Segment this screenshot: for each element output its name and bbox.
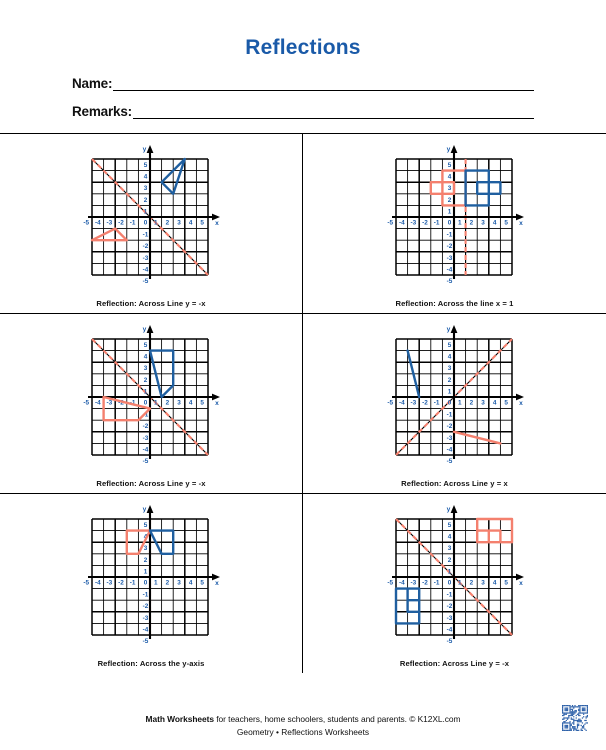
y-tick-label: 4 [143,353,148,361]
origin-label: 0 [143,579,148,587]
y-axis-label: y [446,506,450,513]
preimage-shape [465,171,500,206]
problem-cell-4 [303,314,606,493]
y-tick-label: -1 [142,411,149,419]
y-tick-label: -5 [142,458,149,465]
x-axis-label: x [215,580,219,587]
y-tick-label: 5 [143,522,148,529]
x-axis-label: x [215,220,219,227]
y-tick-label: -5 [142,278,149,285]
x-tick-label: -2 [118,219,124,227]
problem-caption-3: Reflection: Across Line y = -x [96,479,206,488]
y-tick-label: 2 [143,196,148,204]
x-tick-label: -2 [421,219,428,227]
name-input-line[interactable] [113,77,534,91]
x-axis-label: x [518,400,523,407]
y-axis-arrow [147,145,154,153]
y-tick-label: 3 [447,365,451,373]
x-tick-label: -4 [94,579,101,587]
name-label: Name: [72,76,113,91]
y-tick-label: 2 [447,196,451,204]
y-tick-label: -3 [142,614,149,622]
y-tick-label: -4 [446,266,452,274]
problem-cell-2 [303,134,606,313]
remarks-field-row [72,104,534,119]
x-tick-label: 5 [200,219,204,227]
y-tick-label: -1 [446,411,452,419]
x-tick-label: -3 [410,219,416,227]
y-tick-label: 4 [447,533,451,541]
y-tick-label: -2 [446,603,452,611]
origin-label: 0 [447,579,451,587]
problem-cell-3 [0,314,303,493]
x-tick-label: 4 [188,579,193,587]
y-tick-label: 5 [447,522,451,529]
qr-code-icon [562,705,588,731]
problem-cell-6 [303,494,606,673]
x-tick-label: 2 [469,219,473,227]
y-tick-label: 5 [143,162,148,169]
y-tick-label: 2 [143,376,148,384]
y-tick-label: -2 [142,243,149,251]
y-tick-label: -3 [142,434,149,442]
y-tick-label: -3 [446,614,452,622]
x-tick-label: -5 [83,399,90,407]
problem-caption-4: Reflection: Across Line y = x [401,479,508,488]
x-tick-label: -4 [398,579,405,587]
y-axis-label: y [446,326,450,333]
x-tick-label: -5 [386,399,393,407]
x-tick-label: -2 [421,579,428,587]
y-axis-arrow [147,505,154,513]
x-tick-label: -1 [433,219,439,227]
x-axis-label: x [518,580,523,587]
coordinate-plane-6 [375,503,535,655]
y-axis-label: y [446,146,450,153]
x-tick-label: 3 [480,579,485,587]
y-tick-label: 1 [447,568,451,576]
x-tick-label: 1 [457,579,462,587]
y-axis-arrow [147,325,154,333]
coordinate-plane-2 [375,143,535,295]
y-tick-label: -4 [142,626,149,634]
x-tick-label: -1 [433,579,439,587]
problem-caption-6: Reflection: Across Line y = -x [399,659,510,668]
problem-caption-2: Reflection: Across the line x = 1 [395,299,514,308]
footer-credit-line [0,714,606,724]
problem-grid [0,133,606,673]
x-tick-label: 3 [177,579,181,587]
qr-code-graphic [562,705,588,731]
y-tick-label: -5 [446,638,452,645]
y-tick-label: -4 [446,626,452,634]
problem-cell-5 [0,494,303,673]
y-tick-label: -4 [142,446,149,454]
x-tick-label: -5 [386,219,393,227]
x-tick-label: 4 [492,219,496,227]
graph-2 [375,143,535,295]
y-tick-label: -1 [142,591,149,599]
x-tick-label: -2 [118,399,124,407]
x-tick-label: 3 [177,219,181,227]
graph-5 [71,503,231,655]
y-tick-label: -3 [446,434,452,442]
y-tick-label: -2 [446,423,452,431]
y-tick-label: -5 [446,458,452,465]
y-tick-label: 1 [143,388,148,396]
origin-label: 0 [143,399,148,407]
coordinate-plane-3 [71,323,231,475]
problem-cell-1 [0,134,303,313]
x-tick-label: -1 [433,399,439,407]
x-tick-label: 2 [165,399,170,407]
y-tick-label: 2 [143,556,148,564]
x-tick-label: 5 [503,579,508,587]
x-tick-label: 5 [200,399,204,407]
y-tick-label: 4 [143,173,148,181]
x-tick-label: -1 [129,579,136,587]
y-axis-arrow [450,145,457,153]
remarks-input-line[interactable] [133,105,534,119]
x-tick-label: -1 [129,219,136,227]
x-tick-label: 1 [154,579,158,587]
coordinate-plane-1 [71,143,231,295]
x-tick-label: -3 [106,399,113,407]
x-tick-label: -2 [421,399,428,407]
y-tick-label: -1 [446,231,452,239]
y-axis-label: y [142,506,147,513]
y-tick-label: -1 [446,591,452,599]
y-tick-label: 2 [447,376,451,384]
x-tick-label: -4 [398,219,405,227]
x-tick-label: 2 [469,579,473,587]
x-tick-label: 4 [188,219,193,227]
y-tick-label: 3 [447,185,451,193]
x-tick-label: 5 [503,219,508,227]
name-field-row [72,76,534,91]
x-tick-label: 1 [457,219,462,227]
graph-6 [375,503,535,655]
x-tick-label: 1 [154,399,158,407]
y-axis-arrow [450,505,457,513]
x-tick-label: -3 [106,579,113,587]
x-tick-label: -3 [410,399,416,407]
page-footer [0,714,606,737]
x-tick-label: 1 [457,399,462,407]
image-shape [92,229,127,241]
y-tick-label: 3 [143,185,148,193]
x-tick-label: 3 [177,399,181,407]
y-tick-label: 1 [143,208,148,216]
problem-row-3 [0,493,606,673]
y-tick-label: 4 [143,533,148,541]
problem-caption-5: Reflection: Across the y-axis [97,659,205,668]
y-tick-label: 4 [447,173,451,181]
x-tick-label: 4 [492,399,496,407]
y-tick-label: -5 [142,638,149,645]
footer-subject-line: Geometry • Reflections Worksheets [236,727,370,737]
origin-label: 0 [143,219,148,227]
graph-4 [375,323,535,475]
x-tick-label: -5 [83,579,90,587]
footer-brand: Math Worksheets [145,714,214,724]
x-tick-label: 5 [503,399,508,407]
page-title: Reflections [245,36,361,59]
y-tick-label: 1 [447,388,451,396]
y-tick-label: -2 [142,423,149,431]
y-tick-label: -5 [446,278,452,285]
coordinate-plane-4 [375,323,535,475]
x-tick-label: 2 [165,579,170,587]
x-tick-label: 5 [200,579,204,587]
y-axis-label: y [142,146,147,153]
x-tick-label: -4 [94,399,101,407]
y-tick-label: -4 [446,446,452,454]
x-tick-label: 2 [469,399,473,407]
y-tick-label: 1 [447,208,451,216]
problem-row-2 [0,313,606,493]
x-axis-label: x [518,220,523,227]
x-tick-label: -1 [129,399,136,407]
x-axis-label: x [215,400,219,407]
y-tick-label: -4 [142,266,149,274]
graph-3 [71,323,231,475]
y-tick-label: -2 [142,603,149,611]
footer-credit-rest: for teachers, home schoolers, students and parents. © K12XL.com [214,714,461,724]
x-tick-label: 4 [188,399,193,407]
y-tick-label: 5 [143,342,148,349]
x-tick-label: -5 [386,579,393,587]
x-tick-label: 4 [492,579,496,587]
y-tick-label: 2 [447,556,451,564]
x-tick-label: 2 [165,219,170,227]
remarks-label: Remarks: [72,104,132,119]
x-tick-label: 3 [480,399,485,407]
origin-label: 0 [447,399,451,407]
x-tick-label: -5 [83,219,90,227]
graph-1 [71,143,231,295]
x-tick-label: -3 [106,219,113,227]
y-axis-arrow [450,325,457,333]
x-tick-label: -4 [398,399,405,407]
problem-caption-1: Reflection: Across Line y = -x [96,299,206,308]
origin-label: 0 [447,219,451,227]
y-axis-label: y [142,326,147,333]
x-tick-label: 1 [154,219,158,227]
y-tick-label: -3 [446,254,452,262]
y-tick-label: 3 [143,365,148,373]
x-tick-label: -2 [118,579,124,587]
y-tick-label: 5 [447,342,451,349]
problem-row-1 [0,133,606,313]
y-tick-label: 3 [447,545,451,553]
coordinate-plane-5 [71,503,231,655]
y-tick-label: 4 [447,353,451,361]
y-tick-label: 5 [447,162,451,169]
y-tick-label: -1 [142,231,149,239]
y-tick-label: 1 [143,568,148,576]
x-tick-label: -4 [94,219,101,227]
x-tick-label: -3 [410,579,416,587]
x-tick-label: 3 [480,219,485,227]
y-tick-label: -2 [446,243,452,251]
y-tick-label: -3 [142,254,149,262]
y-tick-label: 3 [143,545,148,553]
